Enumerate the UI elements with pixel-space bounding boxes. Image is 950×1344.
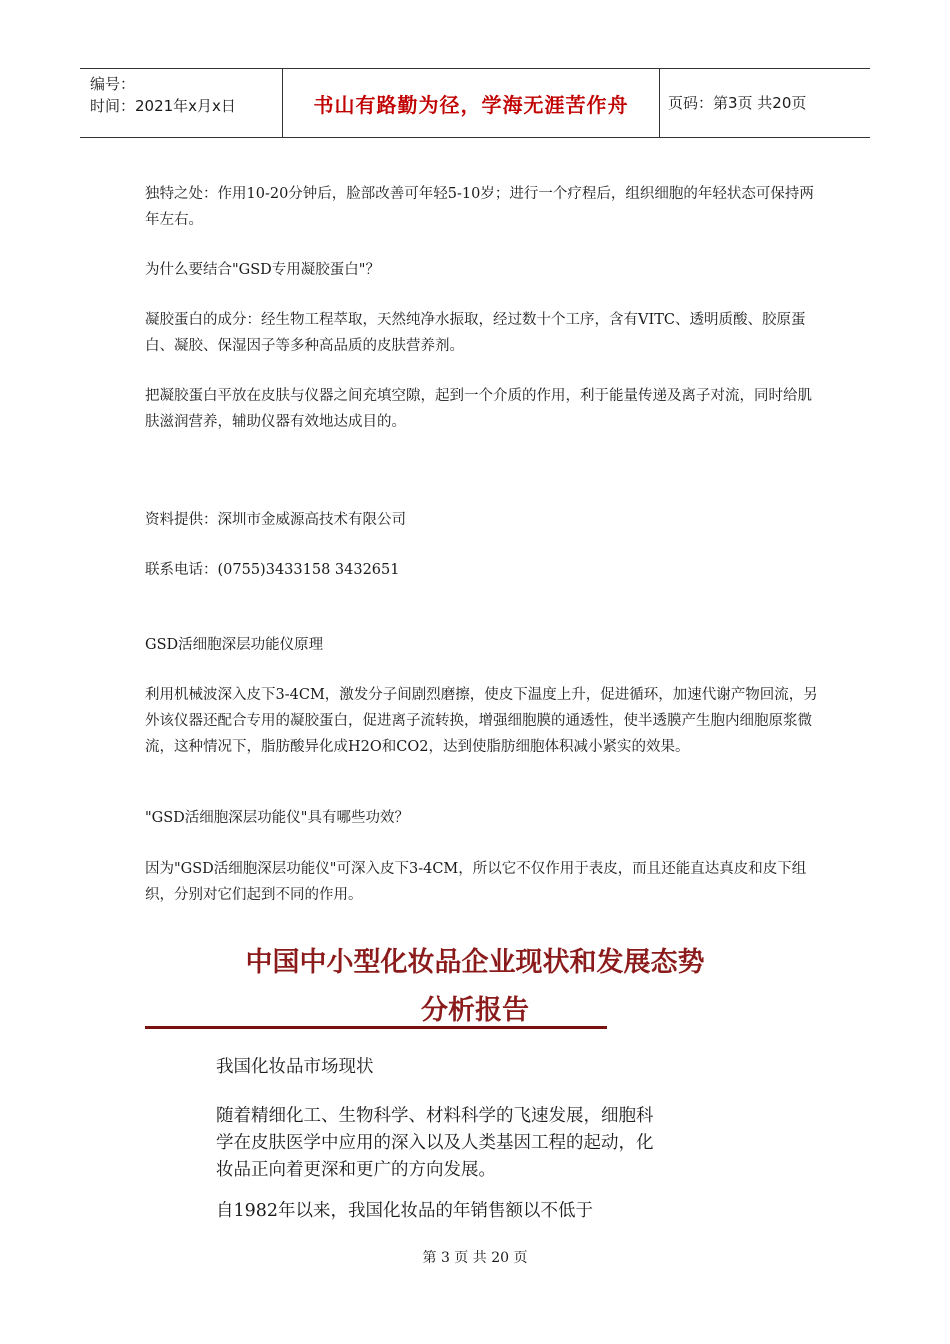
header-page-info: 页码：第3页 共20页 <box>668 94 807 112</box>
header-meta <box>90 73 236 117</box>
paragraph-principle: 利用机械波深入皮下3-4CM，激发分子间剧烈磨擦，使皮下温度上升，促进循环，加速代谢产物回流，另外该仪器还配合专用的凝胶蛋白，促进离子流转换，增强细胞膜的通透性，使半透膜产生胞内细胞原浆微流，这种情况下，脂肪酸异化成H2O和CO2，达到使脂肪细胞体积减小紧实的效果。 <box>145 687 818 755</box>
paragraph-effects-question: "GSD活细胞深层功能仪"具有哪些功效？ <box>145 810 409 826</box>
paragraph-gel-ingredients: 凝胶蛋白的成分：经生物工程萃取，天然纯净水振取，经过数十个工序，含有VITC、透明质酸、胶原蛋白、凝胶、保湿因子等多种高品质的皮肤营养剂。 <box>145 312 806 354</box>
paragraph-source: 资料提供：深圳市金威源高技术有限公司 <box>145 512 406 528</box>
number-label: 编号： <box>90 75 136 93</box>
time-label: 时间：2021年x月x日 <box>90 97 236 115</box>
section-paragraph-1: 随着精细化工、生物科学、材料科学的飞速发展，细胞科学在皮肤医学中应用的深入以及人类基因工程的起动，化妆品正向着更深和更广的方向发展。 <box>216 1106 654 1180</box>
document-header <box>80 68 870 138</box>
paragraph-unique-features: 独特之处：作用10-20分钟后，脸部改善可年轻5-10岁；进行一个疗程后，组织细胞的年轻状态可保持两年左右。 <box>145 186 814 228</box>
title-underline <box>145 1026 607 1029</box>
header-motto: 书山有路勤为径，学海无涯苦作舟 <box>282 69 660 137</box>
paragraph-why-gel: 为什么要结合"GSD专用凝胶蛋白"？ <box>145 262 380 278</box>
report-title-line1: 中国中小型化妆品企业现状和发展态势 <box>245 947 705 978</box>
paragraph-gel-usage: 把凝胶蛋白平放在皮肤与仪器之间充填空隙，起到一个介质的作用，利于能量传递及离子对流，同时给肌肤滋润营养，辅助仪器有效地达成目的。 <box>145 388 812 430</box>
report-title-line2: 分析报告 <box>421 995 529 1026</box>
paragraph-contact: 联系电话：(0755)3433158 3432651 <box>145 562 400 578</box>
paragraph-effects-answer: 因为"GSD活细胞深层功能仪"可深入皮下3-4CM，所以它不仅作用于表皮，而且还能直达真皮和皮下组织，分别对它们起到不同的作用。 <box>145 861 807 903</box>
section-heading: 我国化妆品市场现状 <box>216 1057 374 1077</box>
page-footer: 第 3 页 共 20 页 <box>422 1250 528 1266</box>
section-paragraph-2: 自1982年以来，我国化妆品的年销售额以不低于 <box>216 1201 594 1221</box>
paragraph-principle-heading: GSD活细胞深层功能仪原理 <box>145 637 324 653</box>
